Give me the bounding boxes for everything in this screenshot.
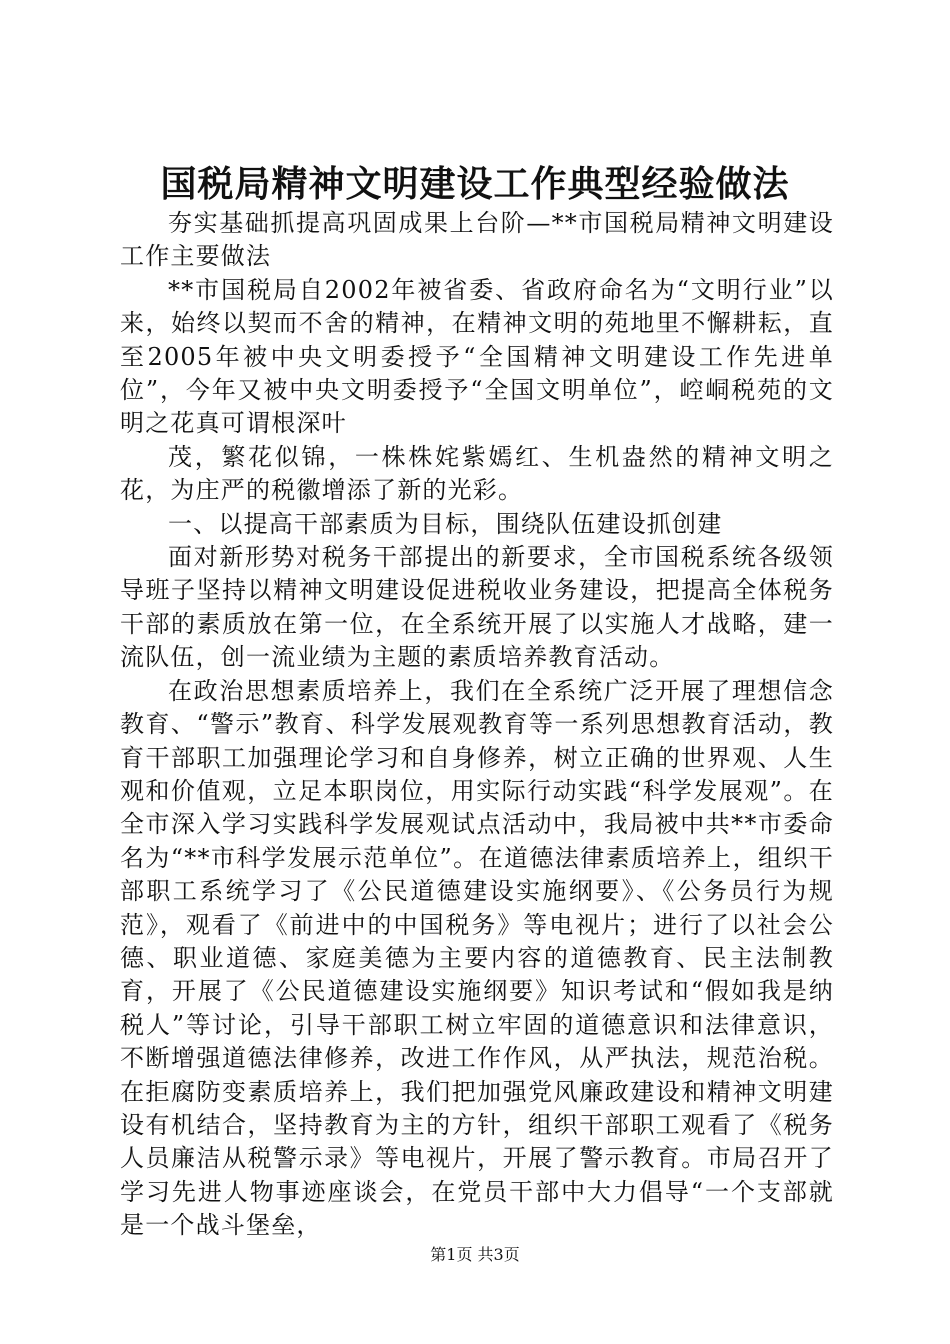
subtitle-paragraph: 夯实基础抓提高巩固成果上台阶—**市国税局精神文明建设工作主要做法 <box>120 209 834 271</box>
document-body <box>120 207 834 1243</box>
body-paragraph: 茂，繁花似锦，一株株姹紫嫣红、生机盎然的精神文明之花，为庄严的税徽增添了新的光彩。 <box>120 442 834 505</box>
body-paragraph: 在政治思想素质培养上，我们在全系统广泛开展了理想信念教育、“警示”教育、科学发展观教育等一系列思想教育活动，教育干部职工加强理论学习和自身修养，树立正确的世界观、人生观和价值观，立足本职岗位，用实际行动实践“科学发展观”。在全市深入学习实践科学发展观试点活动中，我局被中共**市委命名为“**市科学发展示范单位”。在道德法律素质培养上，组织干部职工系统学习了《公民道德建设实施纲要》、《公务员行为规范》，观看了《前进中的中国税务》等电视片；进行了以社会公德、职业道德、家庭美德为主要内容的道德教育、民主法制教育，开展了《公民道德建设实施纲要》知识考试和“假如我是纳税人”等讨论，引导干部职工树立牢固的道德意识和法律意识，不断增强道德法律修养，改进工作作风，从严执法，规范治税。在拒腐防变素质培养上，我们把加强党风廉政建设和精神文明建设有机结合，坚持教育为主的方针，组织干部职工观看了《税务人员廉洁从税警示录》等电视片，开展了警示教育。市局召开了学习先进人物事迹座谈会，在党员干部中大力倡导“一个支部就是一个战斗堡垒， <box>120 676 834 1240</box>
document-title: 国税局精神文明建设工作典型经验做法 <box>160 163 790 205</box>
body-paragraph: **市国税局自2002年被省委、省政府命名为“文明行业”以来，始终以契而不舍的精神，在精神文明的苑地里不懈耕耘，直至2005年被中央文明委授予“全国精神文明建设工作先进单位”，今年又被中央文明委授予“全国文明单位”，崆峒税苑的文明之花真可谓根深叶 <box>120 275 834 438</box>
page-number-footer: 第1页 共3页 <box>430 1245 520 1264</box>
body-paragraph: 面对新形势对税务干部提出的新要求，全市国税系统各级领导班子坚持以精神文明建设促进税收业务建设，把提高全体税务干部的素质放在第一位，在全系统开展了以实施人才战略，建一流队伍，创一流业绩为主题的素质培养教育活动。 <box>120 543 834 672</box>
section-heading: 一、以提高干部素质为目标，围绕队伍建设抓创建 <box>168 509 723 538</box>
